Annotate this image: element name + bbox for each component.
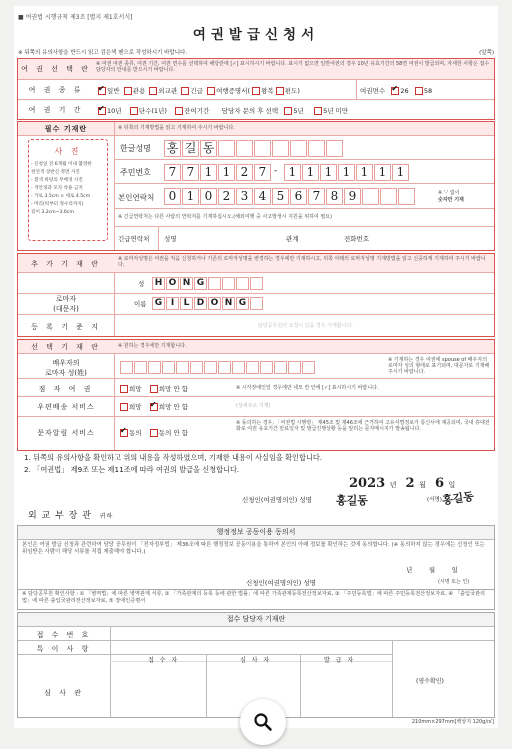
applicant-name[interactable]: 홍길동 (336, 494, 368, 507)
given-label: 이름 (134, 300, 147, 308)
name-char-empty[interactable] (326, 140, 343, 157)
period-single-checkbox[interactable] (130, 107, 138, 115)
name-char-empty[interactable] (254, 140, 271, 157)
mail-label: 우편배송 서비스 (37, 403, 95, 411)
examiner-label: 심 사 관 (44, 689, 84, 697)
registration-label: 등 록 기 준 지 (31, 323, 101, 331)
rrn-digit[interactable]: 1 (356, 164, 373, 181)
spouse-letter[interactable] (274, 361, 287, 374)
braille-label: 점 자 여 권 (38, 385, 94, 393)
digit-note: 숫자만 기재 (438, 197, 464, 203)
name-char-empty[interactable] (236, 140, 253, 157)
required-instructions: ※ 뒤쪽의 기재방법을 읽고 기재하여 주시기 바랍니다. (118, 125, 235, 131)
reception-no-label: 접 수 번 호 (36, 631, 92, 639)
additional-instructions: ※ 로마자성명은 여권을 처음 신청하거나 기존의 로마자성명을 변경하는 경우에만 기재하시고, 뒤쪽 아래의 로마자성명 기재방법을 읽고 신중하게 기재하여 주시기 바랍니다. (118, 256, 486, 268)
emergency-relation-field[interactable]: 관계 (286, 235, 299, 243)
given-letter[interactable]: I (166, 297, 179, 310)
braille-options: 희망 희망 안 함 (120, 384, 188, 393)
passport-application-form (14, 6, 498, 728)
consent-text: 본인은 여권 발급 신청과 관련하여 담당 공무원이 「전자정부법」 제36조에 따른 행정정보 공동이용을 통하여 본인의 아래 정보를 확인하는 것에 동의합니다. (※ 동의하지 않는 경우에는 신청인 또는 위임받은 사람이 해당 서류를 직접 제출해야 합니다.) (22, 542, 485, 555)
type-diplomat-checkbox[interactable] (149, 87, 157, 95)
given-letter[interactable]: G (152, 297, 165, 310)
period-remaining-checkbox[interactable] (175, 107, 183, 115)
type-emergency-checkbox[interactable] (181, 87, 189, 95)
phone-label: 본인연락처 (118, 193, 155, 202)
spouse-note: ※ 기재하는 경우 여권에 spouse of 배우자의 로마자 성의 형태로 표기되며, 대문자로 기재해 주시기 바랍니다. (388, 357, 490, 375)
rrn-digit[interactable]: 1 (302, 164, 319, 181)
emergency-note: ※ 긴급연락처는 다른 사람의 연락처를 기재하십시오.(해외여행 중 사고발생시 지원을 위하여 필요) (118, 214, 332, 220)
declaration-line-2: 2. 「여권법」 제9조 또는 제11조에 따라 여권의 발급을 신청합니다. (24, 465, 240, 474)
dash-note: ※ '-' 없이 (438, 190, 460, 196)
required-section: 필수 기재란 ※ 뒤쪽의 기재방법을 읽고 기재하여 주시기 바랍니다. 사 진 - 신청일 전 6개월 이내 촬영한 천연색 상반신 정면 사진 - 흰색 바탕의 무배경 사진 - 색안경과 모자 착용 금지 - 가로 3.5cm × 세로 4.5cm - 머리(턱부터 정수리까지) 길이 3.2cm~3.6cm 한글성명 홍 길 동 주민번호 7 7 1 1 2 7 - 1 1 1 1 1 1 1 본인연락처 0 1 0 2 3 4 5 6 7 8 9 ※ '-' 없이 숫자만 기재 ※ 긴급연락처는 다른 사람의 연락처를 기재하십시오.(해외여행 중 사고발생시 지원을 위하여 필요) 긴급연락처 성명 관계 전화번호 (17, 121, 495, 251)
surname-letter-empty[interactable] (250, 277, 263, 290)
pages-58-checkbox[interactable] (415, 87, 423, 95)
surname-label: 성 (138, 280, 145, 288)
rrn-digit[interactable]: 7 (164, 164, 181, 181)
emergency-name-field[interactable]: 성명 (164, 235, 177, 243)
consent-sign[interactable]: (서명 또는 인) (438, 579, 470, 585)
given-letter-empty[interactable] (250, 297, 263, 310)
required-label: 필수 기재란 (44, 125, 88, 133)
name-char[interactable]: 홍 (164, 140, 181, 157)
sms-label: 문자알림 서비스 (37, 429, 95, 437)
name-char-empty[interactable] (218, 140, 235, 157)
phone-digit[interactable]: 1 (182, 188, 199, 205)
period-options: ✔ 10년 단수(1년) 잔여기간 담당자 문의 후 선택 5년 5년 미만 (98, 106, 348, 115)
mail-no-checkbox[interactable] (150, 403, 158, 411)
surname-letter[interactable]: N (180, 277, 193, 290)
rrn-label: 주민번호 (120, 168, 151, 177)
spouse-label: 배우자의 로마자 성(姓) (45, 359, 87, 377)
optional-instructions: ※ 원하는 경우에만 기재합니다. (118, 343, 187, 349)
name-char[interactable]: 길 (182, 140, 199, 157)
phone-digit[interactable]: 0 (200, 188, 217, 205)
type-oneway-checkbox[interactable] (276, 87, 284, 95)
surname-letter-empty[interactable] (208, 277, 221, 290)
spouse-letter[interactable] (260, 361, 273, 374)
period-label: 여 권 기 간 (28, 106, 84, 114)
emergency-phone-field[interactable]: 전화번호 (344, 235, 370, 243)
applicant-label: 신청인(여권명의인) 성명 (242, 496, 312, 504)
rrn-digit[interactable]: 1 (374, 164, 391, 181)
phone-digit[interactable]: 2 (218, 188, 235, 205)
given-letter[interactable]: L (180, 297, 193, 310)
additional-label: 추 가 기 재 란 (31, 260, 101, 268)
braille-yes-checkbox[interactable] (120, 385, 128, 393)
surname-letter-empty[interactable] (222, 277, 235, 290)
phone-digit-empty[interactable] (380, 188, 397, 205)
mail-yes-checkbox[interactable] (120, 403, 128, 411)
rrn-digit[interactable]: 1 (284, 164, 301, 181)
page-side: (앞쪽) (479, 50, 494, 56)
type-label: 여 권 종 류 (28, 86, 84, 94)
consent-section (17, 525, 495, 610)
optional-section (17, 339, 495, 451)
declaration-line-1: 1. 뒤쪽의 유의사항을 확인하고 위의 내용을 작성하였으며, 기재한 내용이 사실임을 확인합니다. (24, 453, 323, 462)
search-icon (253, 712, 273, 732)
recipient: 외 교 부 장 관 귀하 (28, 511, 114, 521)
type-official-checkbox[interactable] (124, 87, 132, 95)
surname-letter[interactable]: H (152, 277, 165, 290)
registration-note[interactable]: 담당공무원의 요청이 있을 경우 기재합니다. (258, 323, 353, 329)
emergency-label: 긴급연락처 (118, 235, 150, 243)
phone-digit-empty[interactable] (362, 188, 379, 205)
selection-label: 여 권 선 택 란 (21, 65, 91, 73)
period-5y-checkbox[interactable] (284, 107, 292, 115)
spouse-letter[interactable] (288, 361, 301, 374)
surname-letter[interactable]: G (194, 277, 207, 290)
phone-digit-empty[interactable] (398, 188, 415, 205)
pages-field: 여권면수 ✔ 26 58 (360, 86, 432, 95)
period-10y-checkbox[interactable] (98, 107, 106, 115)
spouse-letter[interactable] (190, 361, 203, 374)
office-title: 접수 담당자 기재란 (18, 613, 494, 627)
regulation-header: ■ 여권법 시행규칙 제3조 [별지 제1호서식] (18, 14, 133, 21)
surname-letter-empty[interactable] (236, 277, 249, 290)
col-examiner: 심 사 자 (240, 657, 272, 664)
phone-digit[interactable]: 6 (290, 188, 307, 205)
spouse-letter[interactable] (204, 361, 217, 374)
given-letter[interactable]: N (222, 297, 235, 310)
official-verification: ※ 담당공무원 확인사항 : ① 「병역법」에 따른 병역관계 서류, ② 「가족관계의 등록 등에 관한 법률」에 따른 가족관계등록전산정보자료, ③ 「주민등록법」에 따른 주민등록전산정보자료, ④ 「출입국관리법」에 따른 출입국관리전산정보자료, ⑤ 장애인증명서 (22, 591, 486, 604)
form-title: 여권발급신청서 (192, 27, 320, 43)
signature[interactable]: 홍길동 (441, 489, 475, 508)
pages-26-checkbox[interactable] (391, 87, 399, 95)
col-issuer: 발 급 자 (324, 657, 356, 664)
type-travel-cert-checkbox[interactable] (207, 87, 215, 95)
roman-label: 로마자 (대문자) (53, 295, 79, 313)
spouse-letter[interactable] (232, 361, 245, 374)
rrn-digit[interactable]: 1 (218, 164, 235, 181)
name-char-empty[interactable] (308, 140, 325, 157)
braille-no-checkbox[interactable] (150, 385, 158, 393)
name-char-empty[interactable] (290, 140, 307, 157)
paper-spec: 210mm×297mm[백상지 120g/㎡] (411, 719, 494, 725)
receipt-confirmation[interactable]: (영수확인) (416, 678, 444, 685)
phone-digit[interactable]: 3 (236, 188, 253, 205)
sign-label: (서명) (427, 497, 442, 503)
mail-address-field[interactable]: (상세주소 기재) (236, 403, 271, 409)
rrn-digit[interactable]: 1 (200, 164, 217, 181)
application-date[interactable]: 2023 년 2 월 6 일 (349, 476, 456, 491)
special-notes-label: 특 이 사 항 (36, 645, 92, 653)
type-general-checkbox[interactable] (98, 87, 106, 95)
rrn-digit[interactable]: 7 (182, 164, 199, 181)
type-options: ✔ 일반 관용 외교관 긴급 여행증명서( 왕복 편도) (98, 86, 300, 95)
given-letter[interactable]: O (208, 297, 221, 310)
phone-digit[interactable]: 5 (272, 188, 289, 205)
name-char[interactable]: 동 (200, 140, 217, 157)
passport-selection-section (17, 58, 495, 120)
search-button[interactable] (240, 699, 286, 745)
additional-section (17, 253, 495, 337)
phone-digit[interactable]: 8 (326, 188, 343, 205)
form-note: ※ 뒤쪽의 유의사항을 반드시 읽고 검은색 펜으로 작성하시기 바랍니다. (18, 50, 188, 56)
sms-note: ※ 동의하는 경우, 「여권법 시행령」 제45조 및 제46조에 근거하여 고유식별정보가 통신사에 제공되며, 국내 휴대전화로 여권 유효기간 만료일자 및 발급진행상황 등을 알리는 문자메시지가 발송됩니다. (236, 420, 490, 432)
spouse-letter[interactable] (246, 361, 259, 374)
braille-note: ※ 시각장애인일 경우에만 네모 칸 안에 [✓] 표시하시기 바랍니다. (236, 385, 379, 391)
spouse-letter[interactable] (302, 361, 315, 374)
name-char-empty[interactable] (272, 140, 289, 157)
surname-letter[interactable]: O (166, 277, 179, 290)
phone-digit[interactable]: 0 (164, 188, 181, 205)
col-receiver: 접 수 자 (148, 657, 180, 664)
spouse-letter[interactable] (148, 361, 161, 374)
spouse-letter[interactable] (176, 361, 189, 374)
sms-disagree-checkbox[interactable] (150, 429, 158, 437)
consent-date[interactable]: 년 월 일 (406, 566, 458, 574)
phone-digit[interactable]: 4 (254, 188, 271, 205)
selection-instructions: ※ 여권 여권 종류, 여권 기간, 여권 면수를 선택하여 해당란에 [✓] 표시하시기 바랍니다. 표시가 없으면 일반여권의 경우 10년 유효기간의 58면 여권이 발급되며, 자세한 사항은 접수 담당자의 안내를 받으시기 바랍니다. (96, 61, 490, 73)
mail-options: 희망 ✔ 희망 안 함 (120, 402, 188, 411)
korean-name-label: 한글성명 (120, 144, 151, 153)
consent-title: 행정정보 공동이용 동의서 (18, 526, 494, 540)
rrn-digit[interactable]: 1 (320, 164, 337, 181)
given-letter[interactable]: G (236, 297, 249, 310)
sms-options: ✔ 동의 동의 안 함 (120, 428, 188, 437)
consent-applicant: 신청인(여권명의인) 성명 (246, 579, 316, 587)
period-under5y-checkbox[interactable] (314, 107, 322, 115)
phone-digit[interactable]: 9 (344, 188, 361, 205)
rrn-digit[interactable]: 2 (236, 164, 253, 181)
spouse-letter[interactable] (120, 361, 133, 374)
type-round-checkbox[interactable] (252, 87, 260, 95)
phone-digit[interactable]: 7 (308, 188, 325, 205)
photo-area[interactable]: 사 진 - 신청일 전 6개월 이내 촬영한 천연색 상반신 정면 사진 - 흰색 바탕의 무배경 사진 - 색안경과 모자 착용 금지 - 가로 3.5cm × 세로 4.5cm - 머리(턱부터 정수리까지) 길이 3.2cm~3.6cm (28, 139, 108, 241)
rrn-digit[interactable]: 1 (392, 164, 409, 181)
spouse-letter[interactable] (218, 361, 231, 374)
optional-label: 선 택 기 재 란 (31, 343, 101, 351)
rrn-digit[interactable]: 1 (338, 164, 355, 181)
given-letter[interactable]: D (194, 297, 207, 310)
sms-agree-checkbox[interactable] (120, 429, 128, 437)
spouse-letter[interactable] (134, 361, 147, 374)
rrn-digit[interactable]: 7 (254, 164, 271, 181)
spouse-letter[interactable] (162, 361, 175, 374)
